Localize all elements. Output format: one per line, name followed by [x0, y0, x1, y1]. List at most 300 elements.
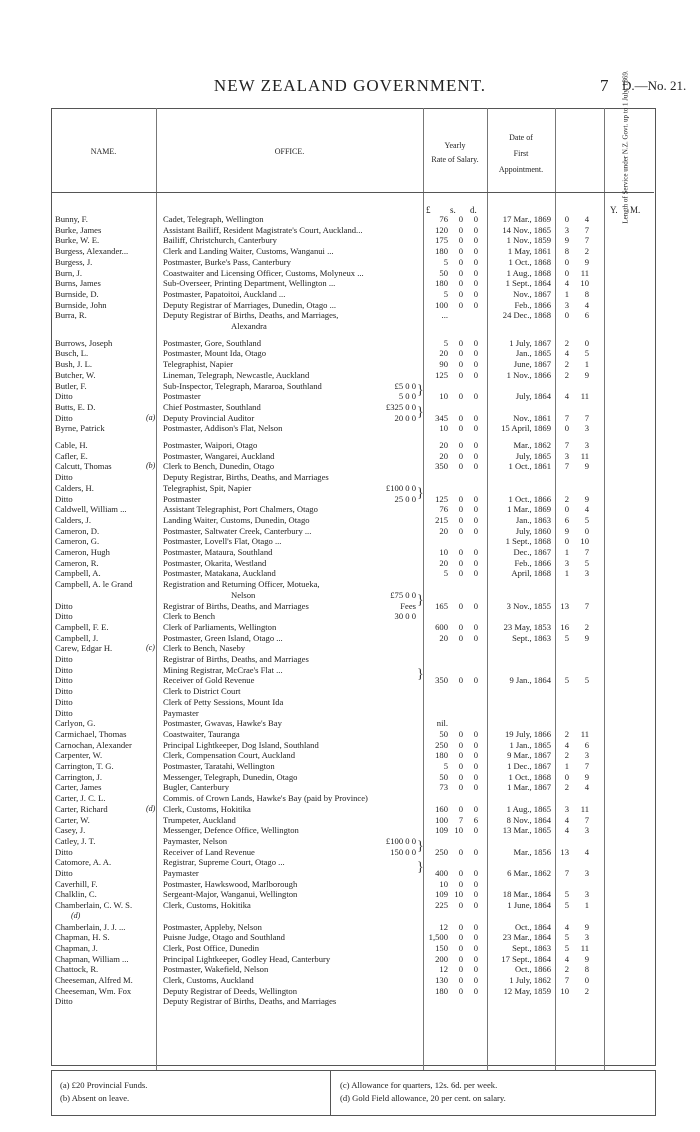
row-salary-pence: 0 — [473, 803, 478, 814]
row-service-months: 7 — [584, 600, 589, 611]
row-salary-shillings: 0 — [458, 235, 463, 246]
row-service-years: 2 — [564, 369, 569, 380]
table-row — [51, 697, 654, 707]
row-service-years: 4 — [564, 825, 569, 836]
row-service-months: 8 — [584, 288, 589, 299]
row-appointment-date: 1 Aug., 1865 — [506, 803, 551, 814]
table-row — [51, 451, 654, 461]
row-salary-shillings: 0 — [458, 632, 463, 643]
row-salary-pounds: 12 — [439, 921, 448, 932]
table-row — [51, 246, 654, 256]
row-appointment-date: 1 July, 1862 — [509, 975, 551, 985]
row-service-months: 5 — [584, 348, 589, 359]
table-row — [51, 654, 654, 664]
row-office: Clerk, Customs, Hokitika — [163, 900, 251, 911]
row-service-months: 9 — [584, 493, 589, 504]
row-name: Ditto — [55, 391, 73, 402]
row-salary-pence: 0 — [473, 557, 478, 568]
table-row — [51, 782, 654, 792]
row-name: Ditto — [55, 846, 73, 857]
row-office: Clerk, Customs, Hokitika — [163, 803, 251, 814]
row-service-years: 2 — [564, 337, 569, 348]
table-row — [51, 536, 654, 546]
row-salary-pence: 0 — [473, 900, 478, 911]
row-salary-shillings: 0 — [458, 547, 463, 557]
row-name: Ditto — [55, 707, 73, 718]
row-service-months: 7 — [584, 224, 589, 235]
table-row — [51, 643, 654, 653]
row-name: Carew, Edgar H. — [55, 643, 113, 654]
row-office: Coastwaiter and Licensing Officer, Customs, Molyneux ... — [163, 267, 364, 278]
table-row — [51, 889, 654, 899]
row-salary-pounds: 250 — [435, 739, 448, 750]
row-salary-shillings: 0 — [458, 878, 463, 889]
brace-mark: } — [417, 838, 424, 854]
table-row — [51, 590, 654, 600]
row-salary-pounds: 130 — [435, 975, 448, 985]
row-service-years: 1 — [564, 547, 569, 557]
row-appointment-date: June, 1867 — [513, 359, 551, 370]
row-service-years: 3 — [564, 299, 569, 310]
row-salary-shillings: 0 — [458, 921, 463, 932]
row-salary-shillings: 0 — [458, 803, 463, 814]
table-row — [51, 911, 654, 921]
row-name: Caldwell, William ... — [55, 504, 127, 515]
footnotes-divider — [330, 1071, 331, 1115]
row-salary-shillings: 0 — [458, 246, 463, 257]
row-salary-shillings: 0 — [458, 846, 463, 857]
row-salary-pounds: 165 — [435, 600, 448, 611]
row-salary-pounds: ... — [441, 310, 448, 321]
row-salary-shillings: 0 — [458, 525, 463, 536]
row-office: Clerk of Parliaments, Wellington — [163, 621, 277, 632]
row-office: Sub-Overseer, Printing Department, Wellington ... — [163, 278, 336, 289]
row-salary-pounds: 180 — [435, 278, 448, 289]
row-service-years: 0 — [564, 310, 569, 321]
row-component-amount: £5 0 0 — [394, 380, 416, 391]
row-service-months: 5 — [584, 557, 589, 568]
row-office: Principal Lightkeeper, Godley Head, Canterbury — [163, 953, 331, 964]
table-row — [51, 718, 654, 728]
row-office: Clerk to Bench, Naseby — [163, 643, 246, 654]
row-name: Carter, W. — [55, 814, 90, 825]
row-salary-shillings: 0 — [458, 450, 463, 461]
row-salary-pence: 0 — [473, 750, 478, 761]
row-service-years: 3 — [564, 803, 569, 814]
row-salary-shillings: 0 — [458, 348, 463, 359]
row-name: Calders, J. — [55, 514, 92, 525]
table-row — [51, 996, 654, 1006]
row-name: Ditto — [55, 996, 73, 1007]
row-salary-shillings: 0 — [458, 750, 463, 761]
row-salary-shillings: 0 — [458, 739, 463, 750]
row-office: Postmaster — [163, 391, 201, 402]
table-row — [51, 954, 654, 964]
row-salary-pence: 0 — [473, 975, 478, 985]
row-service-years: 3 — [564, 557, 569, 568]
row-salary-shillings: 0 — [458, 256, 463, 267]
row-office: Postmaster, Hawkswood, Marlborough — [163, 878, 298, 889]
row-service-months: 9 — [584, 632, 589, 643]
page-number: 7 — [600, 76, 609, 95]
column-header-date-2: First — [513, 149, 529, 158]
table-row — [51, 423, 654, 433]
row-salary-pounds: 5 — [443, 568, 448, 579]
row-name: Cameron, Hugh — [55, 547, 110, 557]
row-name: Cameron, R. — [55, 557, 99, 568]
row-office: Postmaster, Okarita, Westland — [163, 557, 267, 568]
row-service-years: 4 — [564, 814, 569, 825]
row-salary-shillings: 0 — [458, 214, 463, 224]
row-service-years: 9 — [564, 525, 569, 536]
row-salary-shillings: 0 — [458, 771, 463, 782]
row-service-years: 1 — [564, 288, 569, 299]
table-row — [51, 964, 654, 974]
row-salary-shillings: 7 — [458, 814, 463, 825]
row-service-months: 1 — [584, 900, 589, 911]
table-row — [51, 857, 654, 867]
column-header-service: Length of Service under N.Z. Govt. up to 1 July, 1869. — [621, 70, 630, 224]
row-office: Nelson — [231, 589, 256, 600]
row-salary-shillings: 0 — [458, 461, 463, 472]
row-service-years: 1 — [564, 761, 569, 771]
row-appointment-date: 1 July, 1867 — [509, 337, 551, 348]
table-row — [51, 278, 654, 288]
row-salary-pence: 0 — [473, 391, 478, 402]
row-salary-pounds: 10 — [439, 878, 448, 889]
row-salary-pence: 0 — [473, 461, 478, 472]
row-office: Messenger, Defence Office, Wellington — [163, 825, 299, 836]
row-salary-pounds: 50 — [439, 267, 448, 278]
table-row — [51, 772, 654, 782]
table-row — [51, 235, 654, 245]
row-salary-pence: 0 — [473, 942, 478, 953]
table-row — [51, 793, 654, 803]
row-name: Catley, J. T. — [55, 835, 96, 846]
row-salary-shillings: 0 — [458, 557, 463, 568]
column-header-salary-1: Yearly — [444, 141, 466, 150]
row-salary-pence: 0 — [473, 728, 478, 739]
row-salary-shillings: 0 — [458, 600, 463, 611]
row-service-years: 5 — [564, 675, 569, 686]
row-service-months: 4 — [584, 299, 589, 310]
row-salary-pence: 0 — [473, 423, 478, 434]
row-salary-pounds: 350 — [435, 461, 448, 472]
row-salary-shillings: 0 — [458, 568, 463, 579]
row-office: Messenger, Telegraph, Dunedin, Otago — [163, 771, 298, 782]
row-service-years: 5 — [564, 932, 569, 943]
row-office: Paymaster — [163, 707, 199, 718]
row-salary-pence: 0 — [473, 568, 478, 579]
row-salary-pence: 0 — [473, 921, 478, 932]
row-service-months: 9 — [584, 771, 589, 782]
row-component-amount: Fees — [400, 600, 416, 611]
row-name: Burgess, Alexander... — [55, 246, 129, 257]
row-name: Burgess, J. — [55, 256, 93, 267]
row-salary-pence: 0 — [473, 493, 478, 504]
table-row — [51, 348, 654, 358]
row-salary-shillings: 0 — [458, 964, 463, 975]
row-service-months: 0 — [584, 975, 589, 985]
row-salary-pounds: 1,500 — [428, 932, 448, 943]
row-office: Postmaster, Wangarei, Auckland — [163, 450, 275, 461]
row-salary-pounds: 400 — [435, 868, 448, 878]
row-name: Campbell, F. E. — [55, 621, 109, 632]
row-name: Bunny, F. — [55, 214, 88, 224]
row-service-years: 0 — [564, 267, 569, 278]
row-name: Butcher, W. — [55, 369, 96, 380]
row-salary-pence: 0 — [473, 278, 478, 289]
table-row — [51, 225, 654, 235]
row-office: Registrar of Births, Deaths, and Marriages — [163, 600, 309, 611]
row-name: Busch, L. — [55, 348, 89, 359]
row-service-months: 7 — [584, 547, 589, 557]
row-service-years: 0 — [564, 536, 569, 547]
row-office: Postmaster, Addison's Flat, Nelson — [163, 423, 283, 434]
row-office: Registration and Returning Officer, Motueka, — [163, 579, 320, 590]
row-salary-pence: 0 — [473, 359, 478, 370]
row-service-months: 8 — [584, 964, 589, 975]
row-service-years: 16 — [560, 621, 569, 632]
row-salary-pounds: 73 — [439, 782, 448, 793]
row-office: Receiver of Land Revenue — [163, 846, 255, 857]
row-name: Byrne, Patrick — [55, 423, 105, 434]
row-office: Clerk, Compensation Court, Auckland — [163, 750, 295, 761]
row-service-years: 0 — [564, 504, 569, 515]
row-service-years: 13 — [560, 600, 569, 611]
row-office: Clerk and Landing Waiter, Customs, Wanganui ... — [163, 246, 334, 257]
row-salary-pounds: 76 — [439, 214, 448, 224]
row-appointment-date: 6 Mar., 1862 — [507, 868, 551, 878]
row-name: Chalklin, C. — [55, 889, 97, 900]
row-salary-shillings: 0 — [458, 932, 463, 943]
row-appointment-date: 13 Mar., 1865 — [502, 825, 551, 836]
row-service-months: 3 — [584, 889, 589, 900]
row-office: Postmaster, Green Island, Otago ... — [163, 632, 283, 643]
row-salary-pounds: 20 — [439, 632, 448, 643]
row-service-months: 9 — [584, 921, 589, 932]
row-service-years: 1 — [564, 568, 569, 579]
row-service-months: 4 — [584, 504, 589, 515]
table-row — [51, 483, 654, 493]
row-service-months: 4 — [584, 846, 589, 857]
row-salary-shillings: 0 — [458, 975, 463, 985]
column-header-date-3: Appointment. — [498, 165, 544, 174]
row-service-months: 11 — [580, 450, 589, 461]
row-service-months: 6 — [584, 310, 589, 321]
row-salary-shillings: 0 — [458, 359, 463, 370]
footnote-b: (b) Absent on leave. — [60, 1093, 130, 1103]
row-appointment-date: Oct., 1866 — [514, 964, 551, 975]
row-office: Postmaster, Appleby, Nelson — [163, 921, 262, 932]
row-service-years: 7 — [564, 412, 569, 423]
row-office: Deputy Registrar of Births, Deaths, and Marriages — [163, 996, 337, 1007]
row-salary-pence: 0 — [473, 953, 478, 964]
row-office: Cadet, Telegraph, Wellington — [163, 214, 264, 224]
row-salary-pence: 0 — [473, 932, 478, 943]
row-appointment-date: July, 1865 — [515, 450, 551, 461]
table-row — [51, 686, 654, 696]
row-name: Burn, J. — [55, 267, 82, 278]
row-salary-pence: 0 — [473, 632, 478, 643]
row-salary-pounds: 5 — [443, 288, 448, 299]
row-footnote-marker: (b) — [146, 461, 156, 471]
row-service-months: 11 — [580, 803, 589, 814]
row-salary-pence: 0 — [473, 235, 478, 246]
table-row — [51, 825, 654, 835]
row-office: Clerk of Petty Sessions, Mount Ida — [163, 696, 284, 707]
row-appointment-date: Nov., 1867 — [513, 288, 551, 299]
row-salary-shillings: 0 — [458, 728, 463, 739]
row-salary-pounds: 600 — [435, 621, 448, 632]
row-appointment-date: 9 Jan., 1864 — [509, 675, 551, 686]
row-service-years: 7 — [564, 440, 569, 450]
row-office: Commis. of Crown Lands, Hawke's Bay (paid by Province) — [163, 793, 368, 804]
row-appointment-date: Jan., 1863 — [515, 514, 551, 525]
table-row — [51, 214, 654, 224]
row-appointment-date: 1 Mar., 1867 — [507, 782, 551, 793]
row-appointment-date: 12 May, 1859 — [503, 985, 551, 996]
row-appointment-date: 1 Oct., 1868 — [508, 256, 551, 267]
row-salary-pence: 0 — [473, 267, 478, 278]
row-service-years: 7 — [564, 868, 569, 878]
row-service-years: 4 — [564, 739, 569, 750]
row-name: Butler, F. — [55, 380, 87, 391]
table-row — [51, 359, 654, 369]
row-salary-shillings: 0 — [458, 761, 463, 771]
table-row — [51, 836, 654, 846]
row-salary-pence: 0 — [473, 889, 478, 900]
table-row — [51, 321, 654, 331]
row-service-months: 7 — [584, 412, 589, 423]
row-office: Postmaster, Taratahi, Wellington — [163, 761, 275, 771]
row-salary-pence: 0 — [473, 771, 478, 782]
row-service-months: 7 — [584, 761, 589, 771]
row-office: Coastwaiter, Tauranga — [163, 728, 240, 739]
row-salary-shillings: 0 — [458, 369, 463, 380]
row-salary-pounds: 225 — [435, 900, 448, 911]
row-office: Clerk to Bench, Dunedin, Otago — [163, 461, 275, 472]
table-row — [51, 268, 654, 278]
row-name: Ditto — [55, 654, 73, 664]
table-row — [51, 943, 654, 953]
row-salary-shillings: 0 — [458, 267, 463, 278]
row-office: Puisne Judge, Otago and Southland — [163, 932, 285, 943]
table-row — [51, 338, 654, 348]
row-service-years: 0 — [564, 771, 569, 782]
row-office: Paymaster — [163, 868, 199, 878]
row-salary-pounds: 5 — [443, 337, 448, 348]
row-salary-pence: 0 — [473, 525, 478, 536]
row-name: Burnside, D. — [55, 288, 99, 299]
table-row — [51, 472, 654, 482]
row-office: Receiver of Gold Revenue — [163, 675, 255, 686]
row-appointment-date: Dec., 1867 — [513, 547, 551, 557]
row-appointment-date: 1 May, 1861 — [507, 246, 551, 257]
row-service-years: 5 — [564, 900, 569, 911]
row-service-years: 0 — [564, 256, 569, 267]
row-name: Ditto — [55, 412, 73, 423]
row-appointment-date: 1 Dec., 1867 — [507, 761, 551, 771]
row-component-amount: 150 0 0 — [390, 846, 416, 857]
page-title: NEW ZEALAND GOVERNMENT. — [213, 76, 487, 95]
row-salary-pounds: 100 — [435, 814, 448, 825]
row-service-years: 5 — [564, 632, 569, 643]
row-salary-pence: 0 — [473, 600, 478, 611]
row-name: Ditto — [55, 868, 73, 878]
row-service-years: 2 — [564, 493, 569, 504]
row-service-years: 2 — [564, 728, 569, 739]
row-salary-pence: 0 — [473, 299, 478, 310]
row-service-years: 0 — [564, 214, 569, 224]
row-appointment-date: Mar., 1856 — [513, 846, 551, 857]
row-appointment-date: 23 May, 1853 — [503, 621, 551, 632]
row-salary-pounds: 109 — [435, 889, 448, 900]
table-row — [51, 729, 654, 739]
row-service-months: 3 — [584, 825, 589, 836]
row-salary-pence: 0 — [473, 846, 478, 857]
row-salary-pounds: 100 — [435, 299, 448, 310]
row-name: Campbell, J. — [55, 632, 99, 643]
row-salary-pounds: 50 — [439, 728, 448, 739]
row-appointment-date: Sept., 1863 — [512, 942, 551, 953]
row-service-years: 7 — [564, 975, 569, 985]
footnote-a: (a) £20 Provincial Funds. — [60, 1080, 148, 1090]
row-appointment-date: Nov., 1861 — [513, 412, 551, 423]
row-salary-pounds: 10 — [439, 547, 448, 557]
row-office: Telegraphist, Spit, Napier — [163, 482, 252, 493]
row-service-years: 10 — [560, 985, 569, 996]
table-row — [51, 633, 654, 643]
row-salary-pounds: 125 — [435, 369, 448, 380]
row-salary-pounds: 90 — [439, 359, 448, 370]
row-appointment-date: 1 Mar., 1869 — [507, 504, 551, 515]
row-appointment-date: 17 Mar., 1869 — [502, 214, 551, 224]
row-salary-shillings: 0 — [458, 440, 463, 450]
row-appointment-date: 18 Mar., 1864 — [502, 889, 551, 900]
row-appointment-date: Oct., 1864 — [514, 921, 551, 932]
row-service-months: 5 — [584, 675, 589, 686]
row-appointment-date: 1 Aug., 1868 — [506, 267, 551, 278]
row-salary-shillings: 0 — [458, 504, 463, 515]
row-service-months: 5 — [584, 514, 589, 525]
row-service-years: 2 — [564, 782, 569, 793]
row-salary-pounds: 109 — [435, 825, 448, 836]
row-name: Carmichael, Thomas — [55, 728, 127, 739]
row-office: Deputy Registrar of Deeds, Wellington — [163, 985, 297, 996]
footnotes-box — [51, 1070, 656, 1116]
row-name: Cafler, E. — [55, 450, 88, 461]
table-row — [51, 750, 654, 760]
row-service-years: 3 — [564, 450, 569, 461]
row-appointment-date: July, 1864 — [515, 391, 551, 402]
row-office: Registrar, Supreme Court, Otago ... — [163, 857, 285, 868]
row-service-months: 3 — [584, 868, 589, 878]
row-service-years: 13 — [560, 846, 569, 857]
row-office: Postmaster, Waipori, Otago — [163, 440, 258, 450]
row-office: Postmaster — [163, 493, 201, 504]
row-office: Postmaster, Papatoitoi, Auckland ... — [163, 288, 286, 299]
row-service-years: 4 — [564, 921, 569, 932]
row-office: Clerk to Bench — [163, 611, 216, 622]
row-salary-shillings: 0 — [458, 299, 463, 310]
column-header-date-1: Date of — [509, 133, 533, 142]
row-office: Sub-Inspector, Telegraph, Mararoa, Southland — [163, 380, 322, 391]
row-salary-pounds: 250 — [435, 846, 448, 857]
row-appointment-date: Mar., 1862 — [513, 440, 551, 450]
row-salary-pence: 0 — [473, 782, 478, 793]
table-row — [51, 922, 654, 932]
